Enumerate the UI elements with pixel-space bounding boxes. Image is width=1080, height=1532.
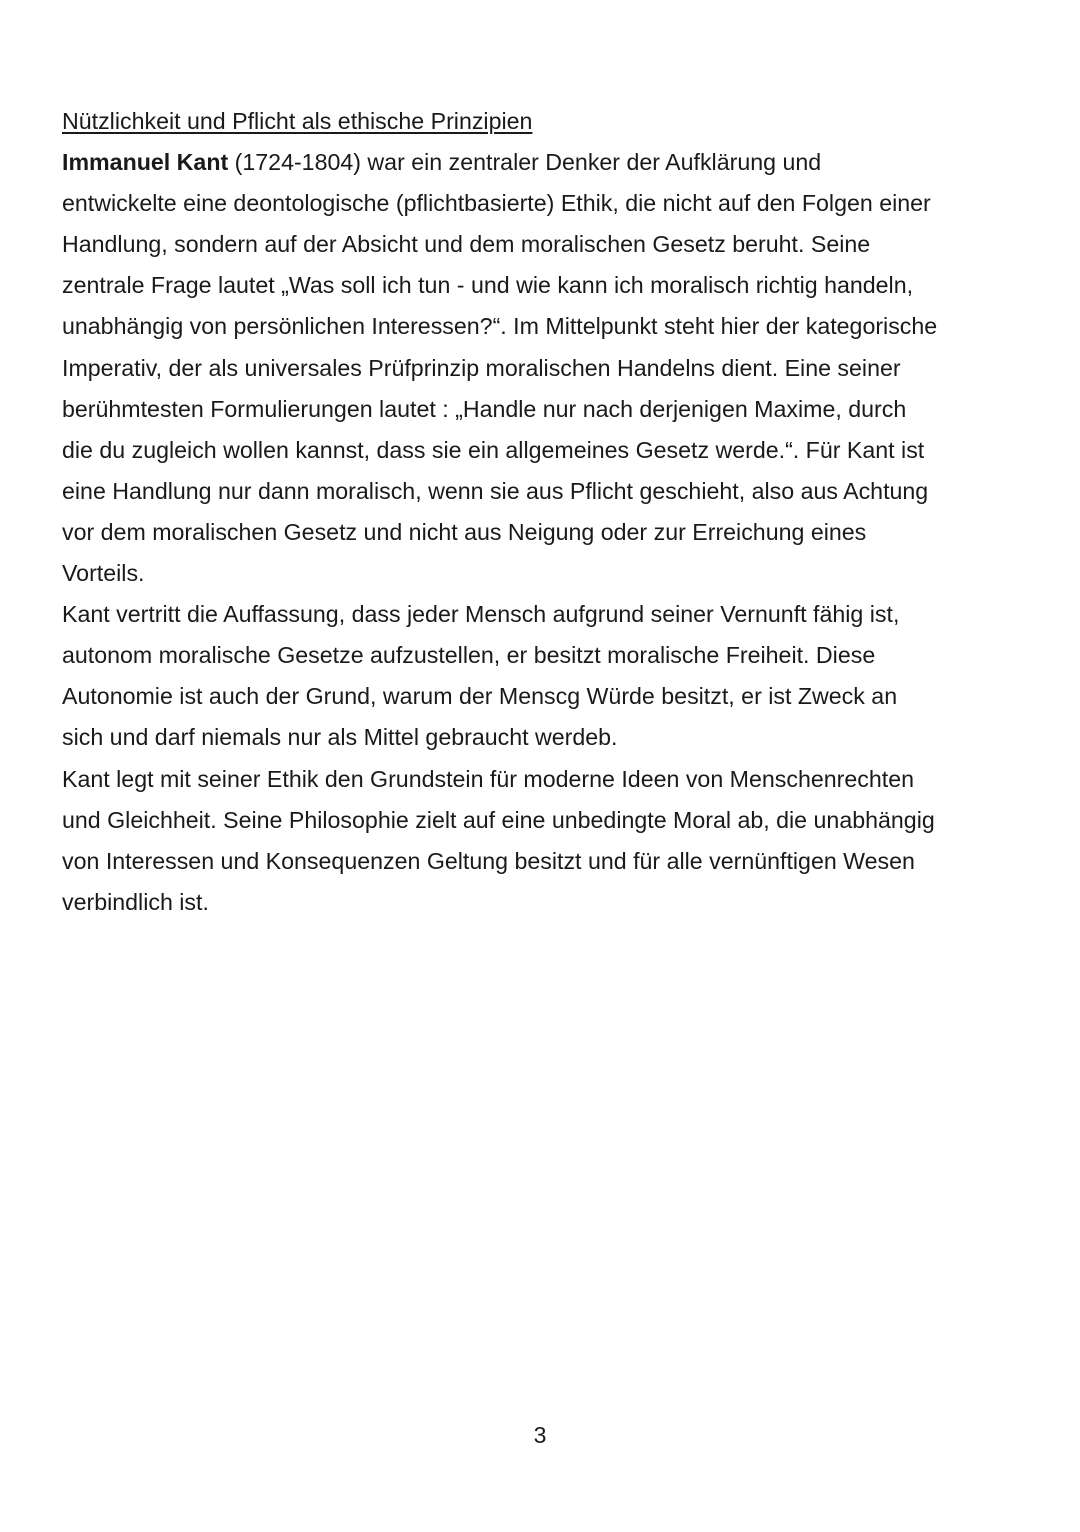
page-number: 3: [533, 1422, 547, 1448]
text-line: vor dem moralischen Gesetz und nicht aus Neigung oder zur Erreichung eines: [62, 518, 867, 545]
text-line: unabhängig von persönlichen Interessen?“. Im Mittelpunkt steht hier der kategorische: [62, 313, 938, 340]
section-heading: Nützlichkeit und Pflicht als ethische Prinzipien: [62, 108, 533, 134]
text-line: Imperativ, der als universales Prüfprinzip moralischen Handelns dient. Eine seiner: [62, 354, 901, 381]
person-name: Immanuel Kant: [62, 149, 229, 176]
text-line: autonom moralische Gesetze aufzustellen, er besitzt moralische Freiheit. Diese: [62, 642, 876, 669]
text-line: verbindlich ist.: [62, 888, 209, 915]
paragraph-kant-intro: [62, 142, 1032, 594]
document-body: [62, 101, 1032, 923]
text-line: Handlung, sondern auf der Absicht und dem moralischen Gesetz beruht. Seine: [62, 231, 871, 258]
text-line: Vorteils.: [62, 560, 145, 587]
text-line: Kant legt mit seiner Ethik den Grundstein für moderne Ideen von Menschenrechten: [62, 765, 914, 792]
text-line: Autonomie ist auch der Grund, warum der Menscg Würde besitzt, er ist Zweck an: [62, 683, 898, 710]
text-line: Kant vertritt die Auffassung, dass jeder Mensch aufgrund seiner Vernunft fähig ist,: [62, 601, 900, 628]
text-line: und Gleichheit. Seine Philosophie zielt auf eine unbedingte Moral ab, die unabhängig: [62, 806, 935, 833]
text-line: zentrale Frage lautet „Was soll ich tun - und wie kann ich moralisch richtig handeln,: [62, 272, 914, 299]
text-line: die du zugleich wollen kannst, dass sie ein allgemeines Gesetz werde.“. Für Kant ist: [62, 436, 925, 463]
paragraph-autonomy: [62, 594, 1032, 758]
paragraph-legacy: [62, 759, 1032, 923]
text-line: [62, 142, 1032, 183]
text-line-fragment: (1724-1804) war ein zentraler Denker der Aufklärung und: [228, 149, 822, 176]
text-line: sich und darf niemals nur als Mittel gebraucht werdeb.: [62, 724, 618, 751]
text-line: eine Handlung nur dann moralisch, wenn sie aus Pflicht geschieht, also aus Achtung: [62, 477, 929, 504]
text-line: berühmtesten Formulierungen lautet : „Handle nur nach derjenigen Maxime, durch: [62, 395, 907, 422]
text-line: von Interessen und Konsequenzen Geltung besitzt und für alle vernünftigen Wesen: [62, 847, 915, 874]
text-line: entwickelte eine deontologische (pflichtbasierte) Ethik, die nicht auf den Folgen einer: [62, 190, 931, 217]
